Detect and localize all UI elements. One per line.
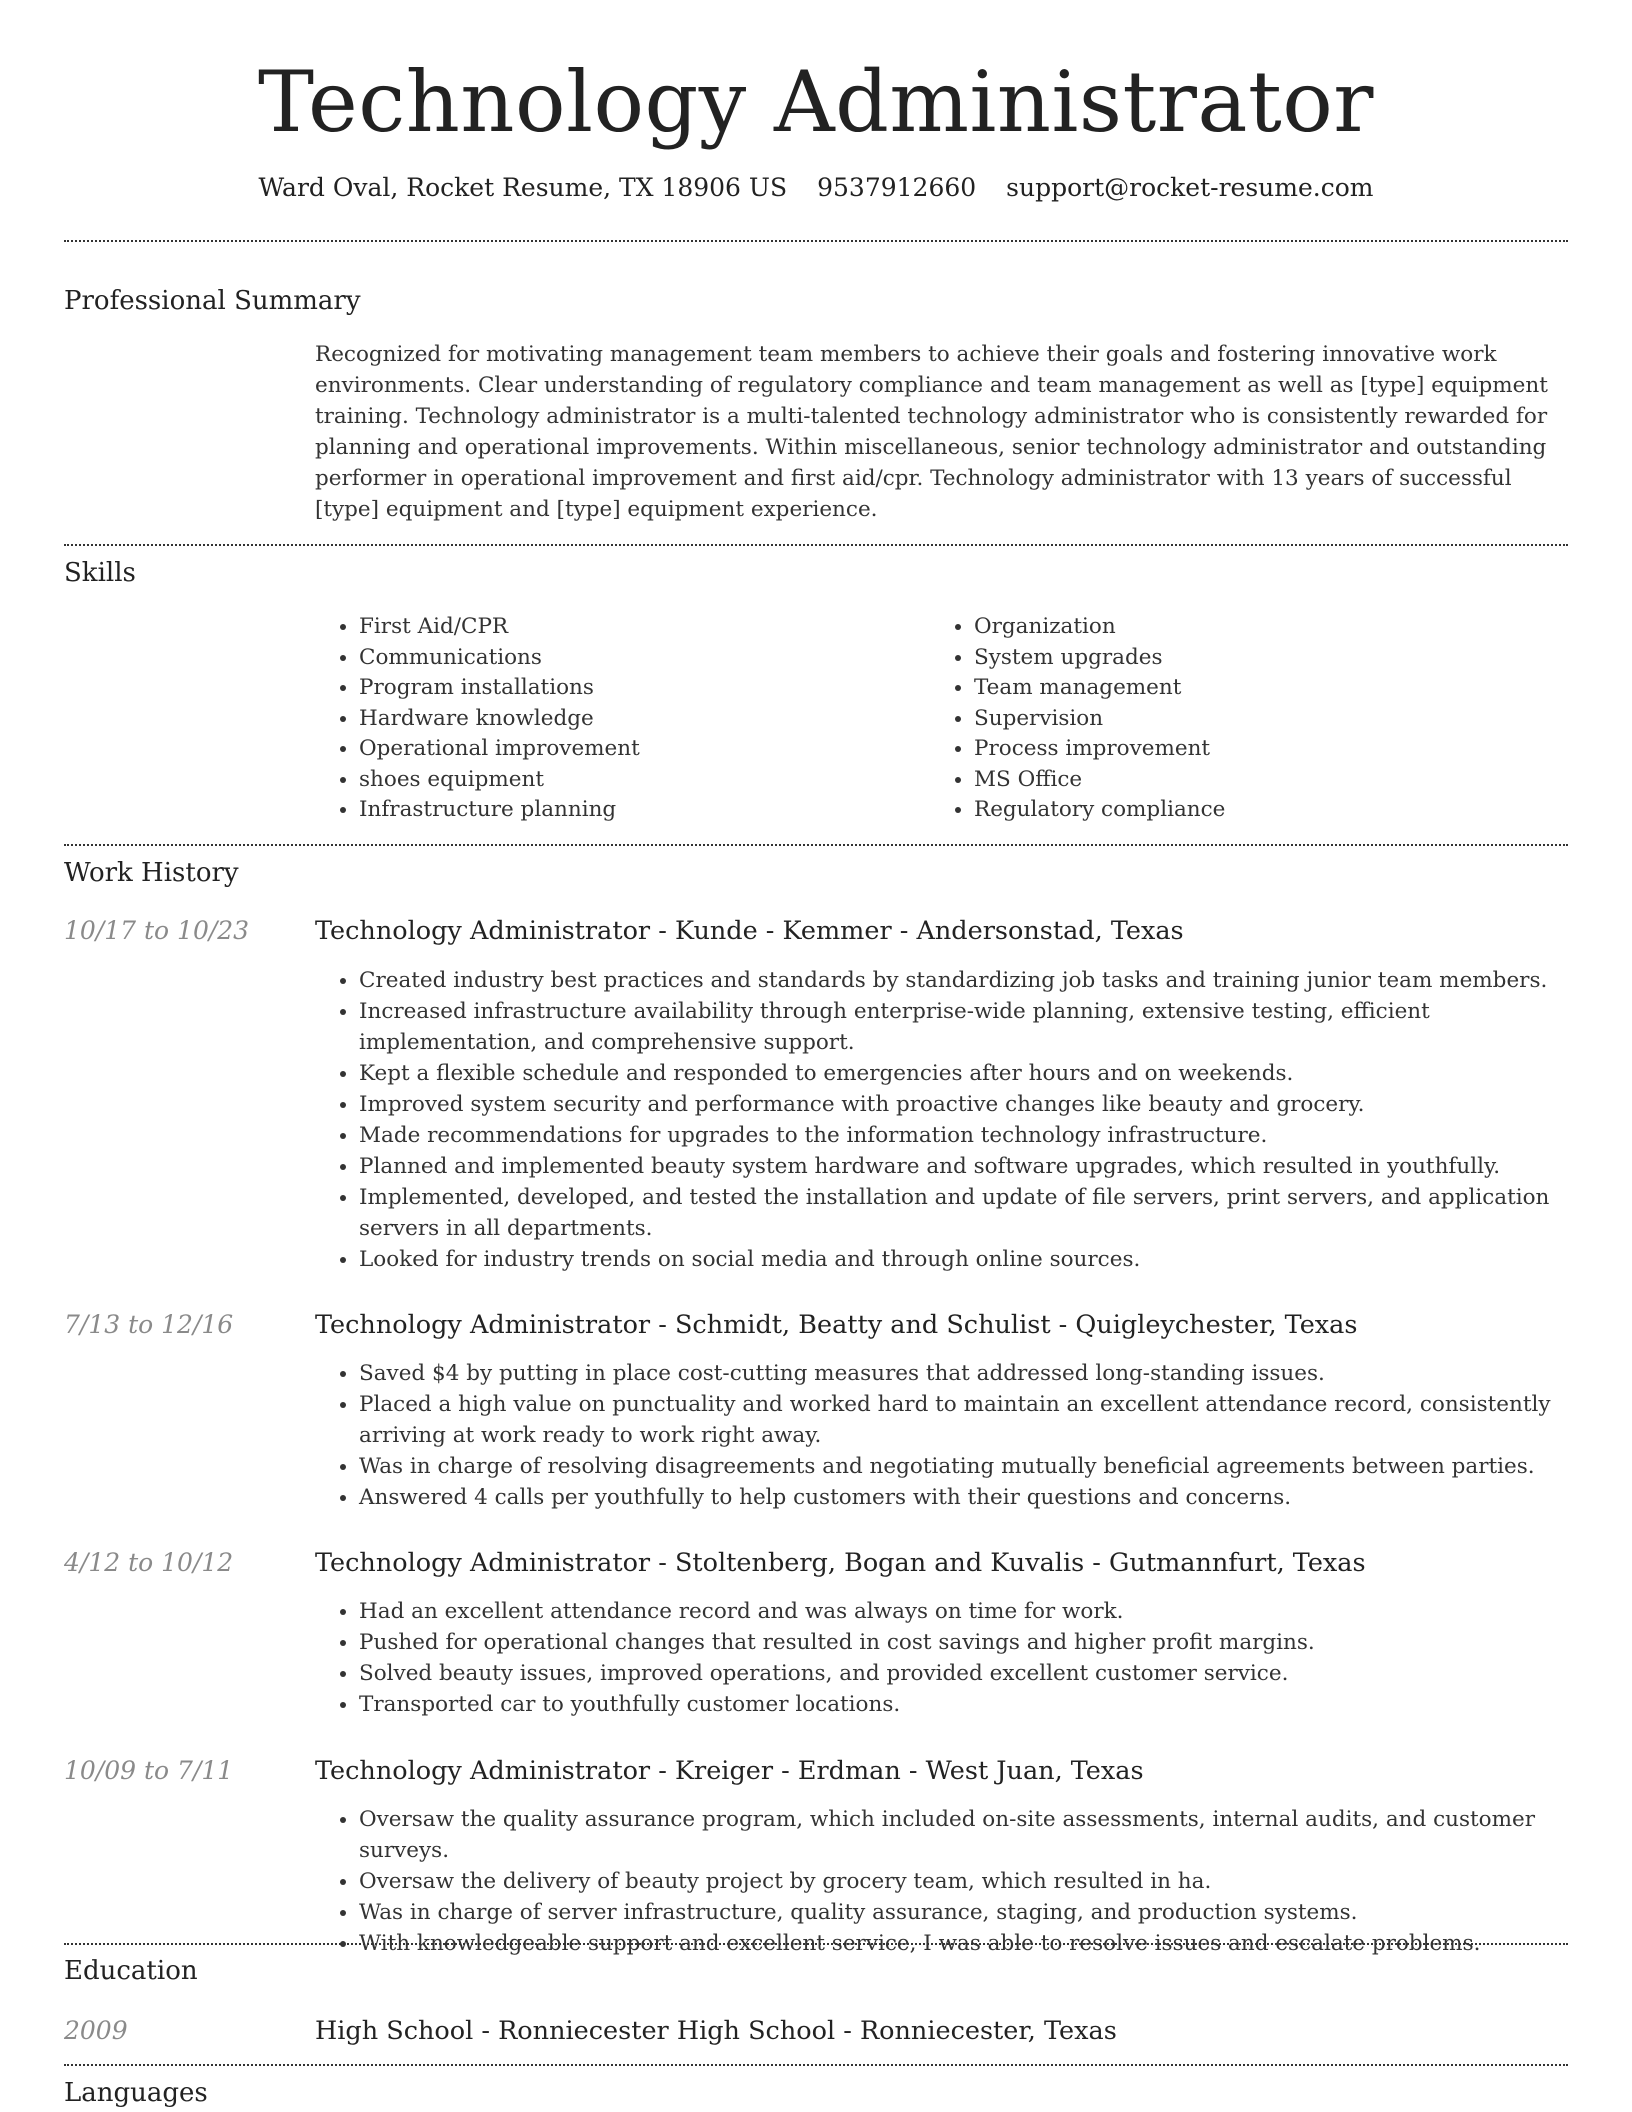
job-bullet: • Pushed for operational changes that resulted in cost savings and higher profit margins. <box>359 1627 1565 1658</box>
skill-item: • Process improvement <box>974 734 1550 765</box>
job-bullet: • Made recommendations for upgrades to the information technology infrastructure. <box>359 1120 1565 1151</box>
skill-item: • Operational improvement <box>359 734 915 765</box>
job-bullet: • Saved $4 by putting in place cost-cutting measures that addressed long-standing issues. <box>359 1358 1565 1389</box>
section-divider <box>64 2064 1568 2066</box>
job-title: Technology Administrator <box>315 1310 651 1340</box>
candidate-name: Technology Administrator <box>258 53 1374 151</box>
contact-phone: 9537912660 <box>817 173 977 202</box>
job-employer: - Stoltenberg, Bogan and Kuvalis - Gutmannfurt, Texas <box>650 1548 1366 1578</box>
job-bullet: • Was in charge of resolving disagreements and negotiating mutually beneficial agreements between parties. <box>359 1451 1565 1482</box>
job-bullet: • Was in charge of server infrastructure, quality assurance, staging, and production systems. <box>359 1897 1565 1928</box>
job-employer: - Schmidt, Beatty and Schulist - Quigleychester, Texas <box>650 1310 1358 1340</box>
education-heading <box>315 2013 1565 2049</box>
section-title-summary: Professional Summary <box>64 286 361 316</box>
education-school: - Ronniecester High School - Ronniecester, Texas <box>473 2016 1117 2046</box>
skill-item: • Team management <box>974 673 1550 704</box>
job-title: Technology Administrator <box>315 1756 651 1786</box>
job-bullets <box>315 1596 1565 1720</box>
job-dates: 10/17 to 10/23 <box>64 916 250 945</box>
section-divider <box>64 1943 1568 1945</box>
job-bullet: • With knowledgeable support and excellent service, I was able to resolve issues and escalate problems. <box>359 1928 1565 1959</box>
skill-item: • Supervision <box>974 704 1550 735</box>
header-divider <box>64 240 1568 242</box>
job-dates: 7/13 to 12/16 <box>64 1310 234 1339</box>
job-bullet: • Oversaw the quality assurance program, which included on-site assessments, internal audits, and customer surveys. <box>359 1804 1565 1866</box>
skill-item: • Program installations <box>359 673 915 704</box>
job-employer: - Kreiger - Erdman - West Juan, Texas <box>650 1756 1144 1786</box>
job-bullets <box>315 1358 1565 1513</box>
job-bullet: • Increased infrastructure availability through enterprise-wide planning, extensive testing, efficient implementation, and comprehensive support. <box>359 996 1565 1058</box>
job-bullet: • Kept a flexible schedule and responded to emergencies after hours and on weekends. <box>359 1058 1565 1089</box>
job-heading <box>315 913 1565 949</box>
skills-column-left <box>315 612 915 826</box>
job-heading <box>315 1753 1565 1789</box>
job-bullet: • Improved system security and performance with proactive changes like beauty and grocery. <box>359 1089 1565 1120</box>
job-bullet: • Solved beauty issues, improved operations, and provided excellent customer service. <box>359 1658 1565 1689</box>
job-bullet: • Transported car to youthfully customer locations. <box>359 1689 1565 1720</box>
job-bullet: • Had an excellent attendance record and was always on time for work. <box>359 1596 1565 1627</box>
contact-address: Ward Oval, Rocket Resume, TX 18906 US <box>258 173 788 202</box>
job-bullet: • Planned and implemented beauty system hardware and software upgrades, which resulted in youthfully. <box>359 1151 1565 1182</box>
section-title-skills: Skills <box>64 558 136 588</box>
contact-email[interactable]: support@rocket-resume.com <box>1006 173 1374 202</box>
job-bullet: • Oversaw the delivery of beauty project by grocery team, which resulted in ha. <box>359 1866 1565 1897</box>
skill-item: • MS Office <box>974 765 1550 796</box>
job-bullet: • Placed a high value on punctuality and worked hard to maintain an excellent attendance record, consistently arriving at work ready to work right away. <box>359 1389 1565 1451</box>
job-dates: 4/12 to 10/12 <box>64 1548 234 1577</box>
education-year: 2009 <box>64 2016 128 2045</box>
job-dates: 10/09 to 7/11 <box>64 1756 234 1785</box>
job-bullet: • Created industry best practices and standards by standardizing job tasks and training junior team members. <box>359 965 1565 996</box>
skill-item: • Infrastructure planning <box>359 795 915 826</box>
job-heading <box>315 1545 1565 1581</box>
job-employer: - Kunde - Kemmer - Andersonstad, Texas <box>650 916 1184 946</box>
contact-line <box>0 170 1632 206</box>
skill-item: • Hardware knowledge <box>359 704 915 735</box>
section-title-work-history: Work History <box>64 858 239 888</box>
skill-item: • Communications <box>359 643 915 674</box>
job-bullet: • Looked for industry trends on social media and through online sources. <box>359 1244 1565 1275</box>
section-divider <box>64 544 1568 546</box>
job-title: Technology Administrator <box>315 1548 651 1578</box>
skill-item: • shoes equipment <box>359 765 915 796</box>
job-title: Technology Administrator <box>315 916 651 946</box>
summary-text: Recognized for motivating management team members to achieve their goals and fostering innovative work environments. Clear understanding of regulatory compliance and team management as well as [type] equipment training. Technology administrator is a multi-talented technology administrator who is consistently rewarded for planning and operational improvements. Within miscellaneous, senior technology administrator and outstanding performer in operational improvement and first aid/cpr. Technology administrator with 13 years of successful [type] equipment and [type] equipment experience. <box>315 342 1548 522</box>
job-bullets <box>315 1804 1565 1959</box>
skill-item: • Regulatory compliance <box>974 795 1550 826</box>
skill-item: • Organization <box>974 612 1550 643</box>
skill-item: • System upgrades <box>974 643 1550 674</box>
job-bullets <box>315 965 1565 1275</box>
job-heading <box>315 1307 1565 1343</box>
education-degree: High School <box>315 2016 474 2046</box>
job-bullet: • Implemented, developed, and tested the installation and update of file servers, print servers, and application servers in all departments. <box>359 1182 1565 1244</box>
section-title-languages: Languages <box>64 2078 208 2108</box>
skills-column-right <box>930 612 1550 826</box>
section-divider <box>64 844 1568 846</box>
job-bullet: • Answered 4 calls per youthfully to help customers with their questions and concerns. <box>359 1482 1565 1513</box>
skill-item: • First Aid/CPR <box>359 612 915 643</box>
section-title-education: Education <box>64 1956 198 1986</box>
